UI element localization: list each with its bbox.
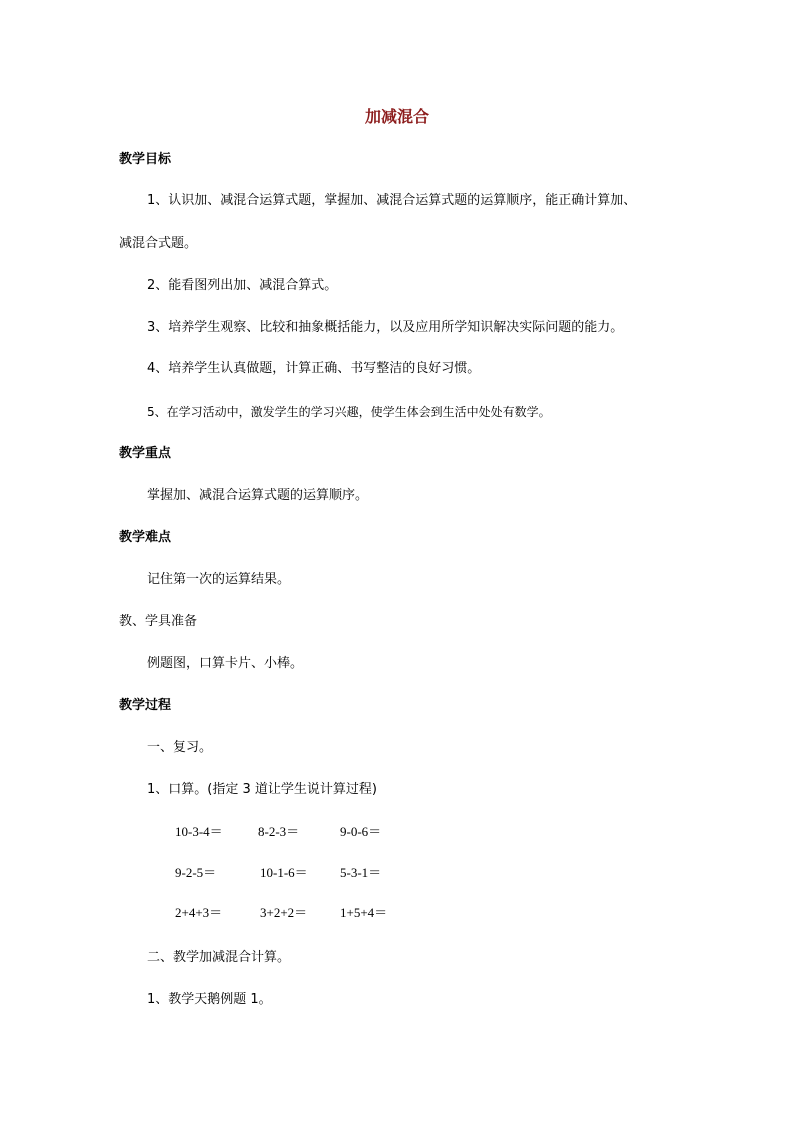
teach-heading: 二、教学加减混合计算。 <box>147 950 291 965</box>
math-problem: 9-2-5＝ <box>175 865 217 880</box>
document-title: 加减混合 <box>364 107 429 126</box>
oral-heading: 1、口算。(指定 3 道让学生说计算过程) <box>147 782 377 797</box>
math-problem: 10-3-4＝ <box>175 824 223 839</box>
math-problem: 5-3-1＝ <box>340 865 382 880</box>
tools-text: 例题图，口算卡片、小棒。 <box>147 656 304 671</box>
review-heading: 一、复习。 <box>147 740 213 755</box>
math-problem: 10-1-6＝ <box>260 865 308 880</box>
key-text: 掌握加、减混合运算式题的运算顺序。 <box>147 488 369 503</box>
section-heading-difficulty: 教学难点 <box>119 530 172 545</box>
section-heading-goals: 教学目标 <box>119 152 172 167</box>
goal-item-1-continued: 减混合式题。 <box>119 236 198 251</box>
math-problem: 2+4+3＝ <box>175 905 223 920</box>
goal-item-4: 4、培养学生认真做题，计算正确、书写整洁的良好习惯。 <box>147 361 481 376</box>
math-problem: 9-0-6＝ <box>340 824 382 839</box>
goal-item-1: 1、认识加、减混合运算式题，掌握加、减混合运算式题的运算顺序，能正确计算加、 <box>147 193 637 208</box>
goal-item-2: 2、能看图列出加、减混合算式。 <box>147 278 338 293</box>
goal-item-3: 3、培养学生观察、比较和抽象概括能力，以及应用所学知识解决实际问题的能力。 <box>147 320 624 335</box>
math-problem: 3+2+2＝ <box>260 905 308 920</box>
example-heading: 1、教学天鹅例题 1。 <box>147 992 272 1007</box>
section-heading-tools: 教、学具准备 <box>119 614 198 629</box>
math-problem: 8-2-3＝ <box>258 824 300 839</box>
math-problem: 1+5+4＝ <box>340 905 388 920</box>
section-heading-process: 教学过程 <box>119 698 172 713</box>
goal-item-5: 5、在学习活动中，激发学生的学习兴趣，使学生体会到生活中处处有数学。 <box>147 405 551 419</box>
difficulty-text: 记住第一次的运算结果。 <box>147 572 291 587</box>
section-heading-key: 教学重点 <box>119 446 172 461</box>
